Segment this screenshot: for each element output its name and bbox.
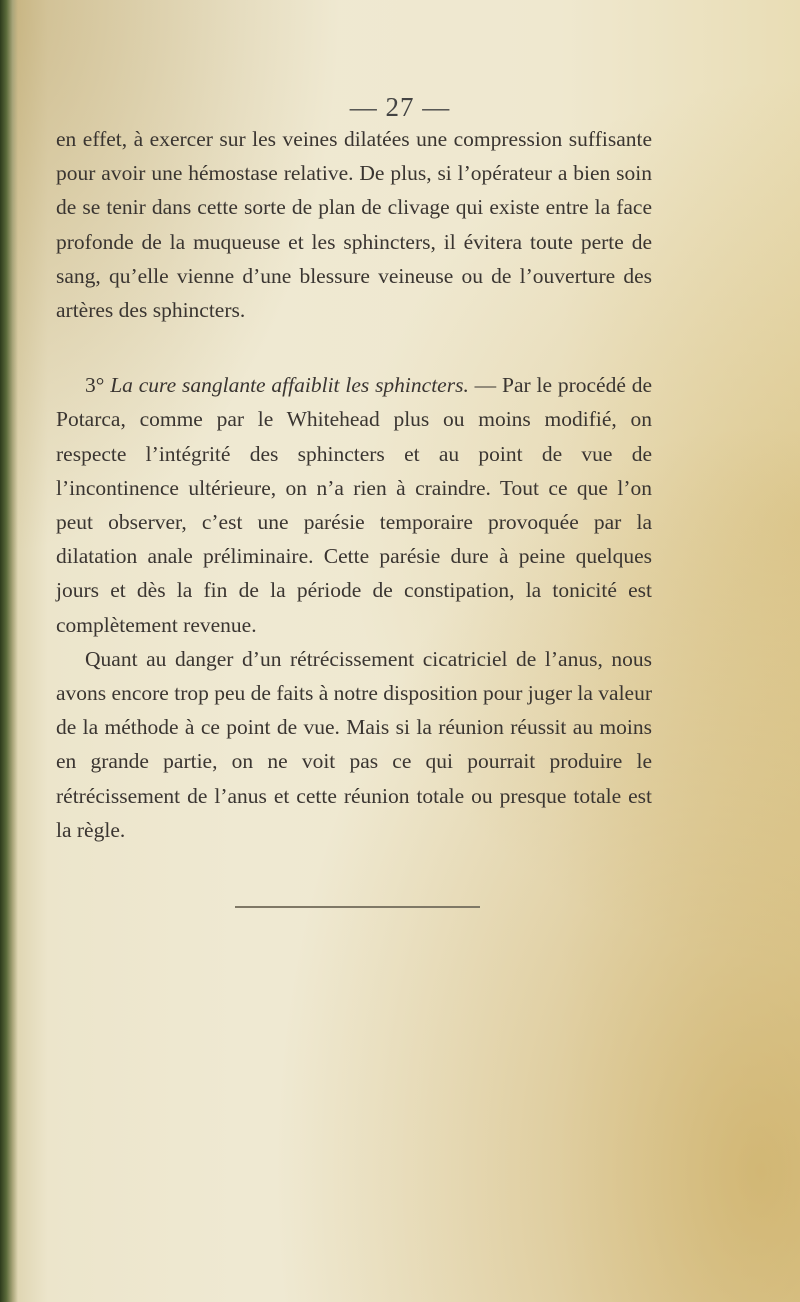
page-number: — 27 — xyxy=(349,92,451,122)
book-binding-edge xyxy=(0,0,18,1302)
section-heading: La cure sanglante affaiblit les sphincters. xyxy=(110,373,469,398)
paragraph-continued: en effet, à exercer sur les veines dilatées une compression suffisante pour avoir une hémostase relative. De plus, si l’opérateur a bien soin de se tenir dans cette sorte de plan de clivage qui existe entre la face profonde de la muqueuse et les sphincters, il évitera toute perte de sang, qu’elle vienne d’une blessure veineuse ou de l’ouverture des artères des sphincters. xyxy=(56,127,652,323)
section-paragraph xyxy=(56,368,652,642)
body-text xyxy=(56,122,652,847)
paragraph-gap xyxy=(56,327,652,368)
closing-paragraph: Quant au danger d’un rétrécissement cicatriciel de l’anus, nous avons encore trop peu de faits à notre disposition pour juger la valeur de la méthode à ce point de vue. Mais si la réunion réussit au moins en grande partie, on ne voit pas ce qui pourrait produire le rétrécissement de l’anus et cette réunion totale ou presque totale est la règle. xyxy=(56,646,652,842)
section-number: 3° xyxy=(85,373,105,398)
section-text: — Par le procédé de Potarca, comme par le Whitehead plus ou moins modifié, on respecte l’intégrité des sphincters et au point de vue de l’incontinence ultérieure, on n’a rien à craindre. Tout ce que l’on peut observer, c’est une parésie temporaire provoquée par la dilatation anale préliminaire. Cette parésie dure à peine quelques jours et dès la fin de la période de constipation, la tonicité est complètement revenue. xyxy=(56,373,653,637)
footnote-rule xyxy=(235,906,480,908)
